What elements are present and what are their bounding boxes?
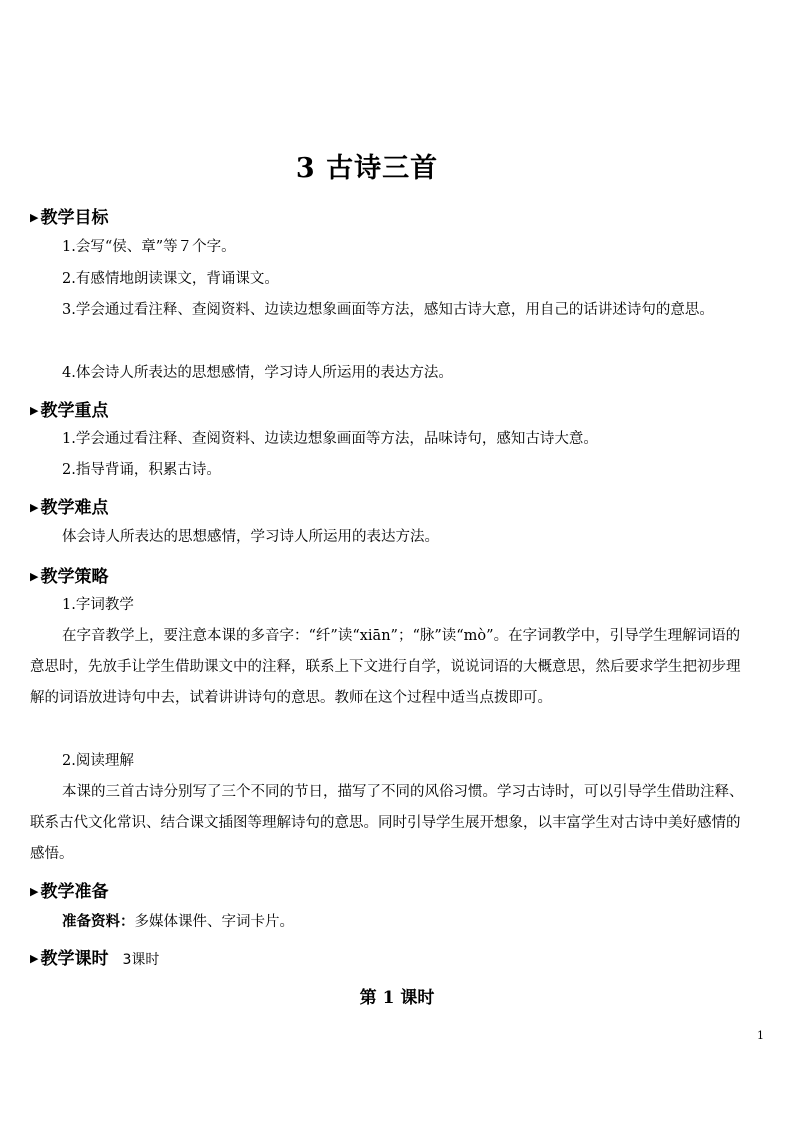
triangle-bullet-icon: ▶ [30, 885, 39, 898]
hours-value: 3课时 [122, 952, 160, 968]
key-point-item: 1.学会通过看注释、查阅资料、边读边想象画面等方法，品味诗句，感知古诗大意。 [62, 431, 598, 447]
goal-item: 2.有感情地朗读课文，背诵课文。 [62, 271, 279, 287]
section-heading-hours: ▶ 教学课时 3课时 [30, 949, 160, 969]
triangle-bullet-icon: ▶ [30, 952, 39, 965]
section-heading-preparation: ▶ 教学准备 [30, 882, 109, 902]
preparation-line [30, 906, 752, 938]
preparation-label: 准备资料： [62, 913, 135, 930]
section-heading-difficulties: ▶ 教学难点 [30, 498, 109, 518]
lesson-title: 第 1 课时 [359, 988, 435, 1008]
difficulty-text: 体会诗人所表达的思想感情，学习诗人所运用的表达方法。 [62, 529, 439, 545]
section-heading-goals: ▶ 教学目标 [30, 208, 109, 228]
strategy-paragraph: 在字音教学上，要注意本课的多音字：“纤”读“xiān”；“脉”读“mò”。在字词教学中，引导学生理解词语的意思时，先放手让学生借助课文中的注释，联系上下文进行自学，说说词语的大概意思，然后要求学生把初步理解的词语放进诗句中去，试着讲讲诗句的意思。教师在这个过程中适当点拨即可。 [30, 628, 741, 706]
triangle-bullet-icon: ▶ [30, 501, 39, 514]
page-title: 3 古诗三首 [295, 153, 439, 184]
strategy-paragraph: 本课的三首古诗分别写了三个不同的节日，描写了不同的风俗习惯。学习古诗时，可以引导学生借助注释、联系古代文化常识、结合课文插图等理解诗句的意思。同时引导学生展开想象，以丰富学生对古诗中美好感情的感悟。 [30, 784, 744, 862]
page-number: 1 [757, 1029, 764, 1042]
key-point-item: 2.指导背诵，积累古诗。 [62, 462, 221, 478]
section-heading-key-points: ▶ 教学重点 [30, 401, 109, 421]
goal-item: 1.会写“侯、章”等７个字。 [62, 239, 236, 255]
section-heading-strategy: ▶ 教学策略 [30, 567, 109, 587]
strategy-subheading: 2.阅读理解 [62, 753, 134, 769]
preparation-text: 多媒体课件、字词卡片。 [134, 914, 294, 930]
goal-item: 3.学会通过看注释、查阅资料、边读边想象画面等方法，感知古诗大意，用自己的话讲述诗句的意思。 [62, 302, 714, 318]
triangle-bullet-icon: ▶ [30, 570, 39, 583]
triangle-bullet-icon: ▶ [30, 404, 39, 417]
strategy-subheading: 1.字词教学 [62, 597, 134, 613]
triangle-bullet-icon: ▶ [30, 211, 39, 224]
goal-item: 4.体会诗人所表达的思想感情，学习诗人所运用的表达方法。 [62, 365, 453, 381]
